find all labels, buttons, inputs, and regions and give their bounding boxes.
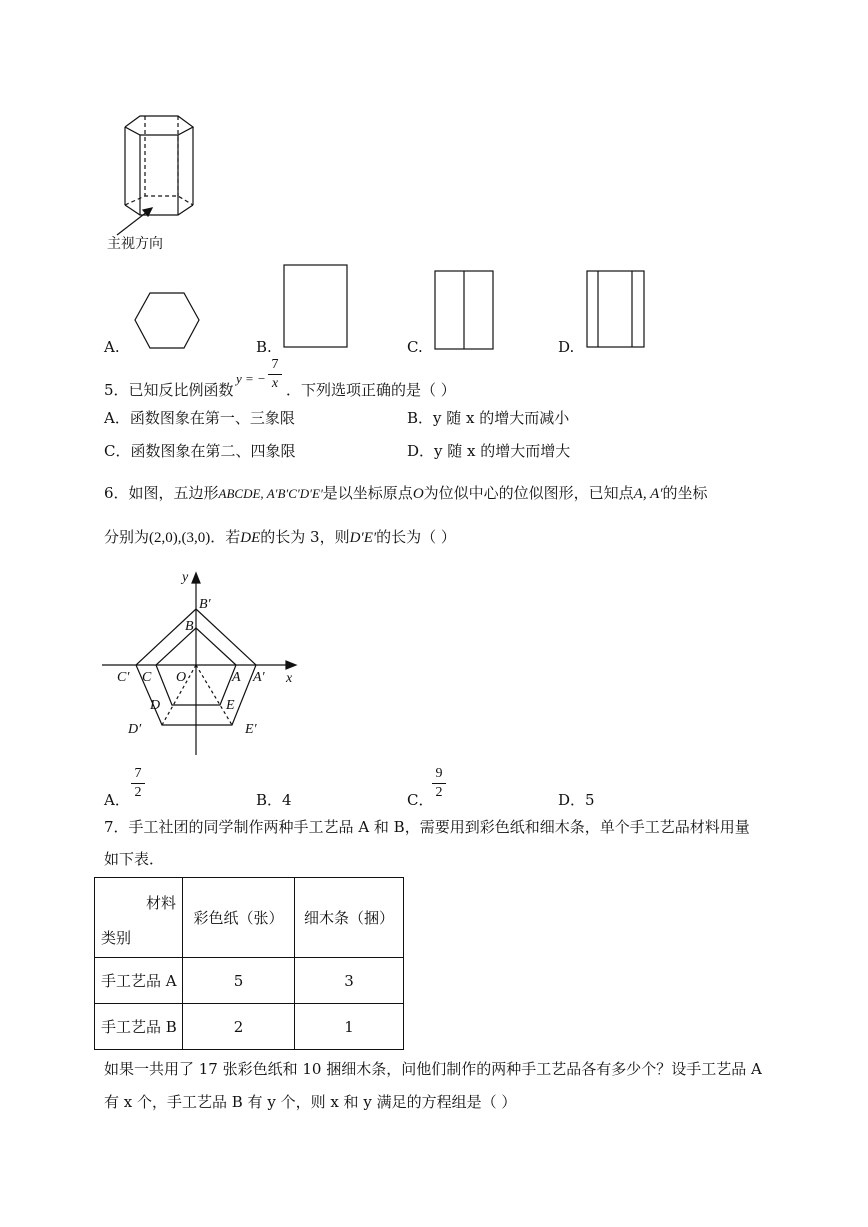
- q5-option-b: B．y 随 x 的增大而减小: [407, 409, 570, 427]
- q5-stem-suffix: ．下列选项正确的是（ ）: [286, 381, 456, 399]
- q4-option-d-letter: D.: [558, 338, 575, 356]
- table-header-cell: 细木条（捆）: [295, 878, 404, 958]
- q7-stem-line2: 如下表．: [104, 850, 165, 868]
- q7-stem-line4: 有 x 个，手工艺品 B 有 y 个，则 x 和 y 满足的方程组是（ ）: [104, 1093, 517, 1111]
- table-row: [95, 1004, 404, 1050]
- q5-option-d: D．y 随 x 的增大而增大: [407, 442, 571, 460]
- q6-option-b: B．4: [256, 791, 292, 809]
- row-label-cell: 手工艺品 A: [95, 958, 183, 1004]
- q5-formula-numerator: 7: [271, 357, 279, 372]
- label-b: B: [185, 619, 194, 634]
- q5-formula-lhs: y = −: [236, 371, 266, 386]
- table-row: [95, 958, 404, 1004]
- q6-option-a-denominator: 2: [134, 785, 142, 800]
- q6-option-c-letter: C．: [407, 791, 434, 809]
- table-cell: 2: [183, 1004, 295, 1050]
- table-cell: 1: [295, 1004, 404, 1050]
- q6-option-c-numerator: 9: [435, 766, 443, 781]
- q4-option-c-letter: C.: [407, 338, 423, 356]
- materials-table: [94, 877, 404, 1050]
- label-e: E: [226, 698, 235, 713]
- label-a: A: [232, 670, 241, 685]
- rectangle-icon: [283, 264, 349, 350]
- q7-stem-line3: 如果一共用了 17 张彩色纸和 10 捆细木条，问他们制作的两种手工艺品各有多少个？设手工艺品 A: [104, 1060, 762, 1078]
- rectangle-one-line-icon: [434, 270, 496, 352]
- view-direction-label: 主视方向: [107, 236, 163, 252]
- q5-option-c: C．函数图象在第二、四象限: [104, 442, 296, 460]
- label-c-prime: C′: [117, 670, 130, 685]
- q4-option-a-letter: A.: [104, 338, 120, 356]
- q6-stem-line1: 6．如图，五边形ABCDE, A′B′C′D′E′是以坐标原点O为位似中心的位似图形，已知点A, A′的坐标: [104, 484, 708, 502]
- q7-stem-line1: 7．手工社团的同学制作两种手工艺品 A 和 B，需要用到彩色纸和细木条，单个手工艺品材料用量: [104, 818, 750, 836]
- label-x: x: [286, 671, 293, 686]
- q5-option-a: A．函数图象在第一、三象限: [104, 409, 295, 427]
- q5-stem-prefix: 5．已知反比例函数: [104, 381, 234, 399]
- row-label-cell: 手工艺品 B: [95, 1004, 183, 1050]
- q6-option-a-fraction: [131, 766, 145, 801]
- label-e-prime: E′: [245, 722, 257, 737]
- q5-formula-fraction: [268, 357, 282, 392]
- q5-formula-denominator: x: [271, 376, 279, 391]
- hexagon-icon: [132, 290, 202, 352]
- label-a-prime: A′: [253, 670, 265, 685]
- table-header-cell: 彩色纸（张）: [183, 878, 295, 958]
- q6-option-c-fraction: [432, 766, 446, 801]
- q6-option-a-letter: A．: [104, 791, 130, 809]
- label-y: y: [182, 570, 189, 585]
- rectangle-two-lines-icon: [586, 270, 648, 350]
- corner-bottom-label: 类别: [101, 929, 132, 947]
- table-cell: 5: [183, 958, 295, 1004]
- table-corner-cell: [95, 878, 183, 958]
- q6-option-a-numerator: 7: [134, 766, 142, 781]
- table-cell: 3: [295, 958, 404, 1004]
- similar-pentagons-figure: [100, 565, 310, 760]
- q4-option-b-letter: B.: [256, 338, 272, 356]
- label-d: D: [150, 698, 161, 713]
- label-b-prime: B′: [199, 597, 211, 612]
- label-o: O: [176, 670, 187, 685]
- label-d-prime: D′: [128, 722, 142, 737]
- label-c: C: [142, 670, 152, 685]
- q6-option-d: D．5: [558, 791, 595, 809]
- q6-option-c-denominator: 2: [435, 785, 443, 800]
- corner-top-label: 材料: [145, 894, 176, 912]
- q6-stem-line2: 分别为(2,0),(3,0)．若DE的长为 3，则D′E′的长为（ ）: [104, 528, 456, 546]
